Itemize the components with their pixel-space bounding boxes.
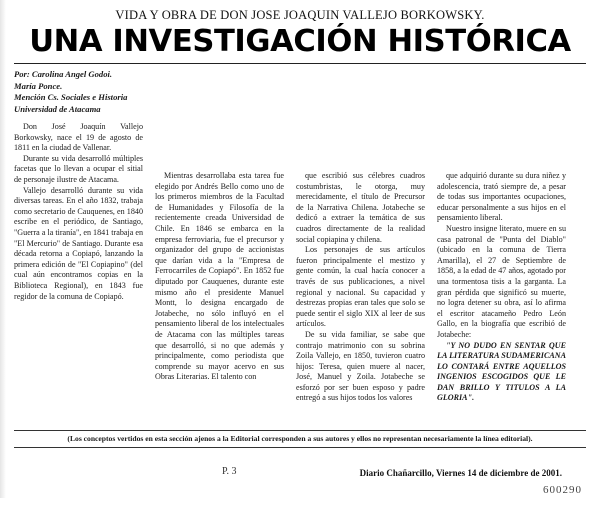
- source-citation: Diario Chañarcillo, Viernes 14 de diciembre de 2001.: [359, 468, 562, 478]
- paragraph: De su vida familiar, se sabe que contrajo matrimonio con su sobrina Zoila Vallejo, en 1850, tuvieron cuatro hijos: Teresa, quien muere al nacer, José, Manuel y Zoila. Jotabeche se esforzó por ser buen esposo y padre entregó a sus hijos todos los valores: [296, 329, 425, 403]
- column-top-spacer: [296, 122, 425, 171]
- paragraph: Durante su vida desarrolló múltiples facetas que lo llevan a ocupar el sitial de personaje ilustre de Atacama.: [14, 153, 143, 184]
- archive-number: 600290: [543, 484, 582, 496]
- column-top-spacer: [155, 122, 284, 171]
- article-column-3: [296, 122, 425, 514]
- article-column-1: [14, 122, 143, 514]
- page-number-mark: P. 3: [222, 466, 237, 477]
- byline-institution: Universidad de Atacama: [14, 103, 101, 114]
- pull-quote: "Y NO DUDO EN SENTAR QUE LA LITERATURA SUDAMERICANA LO CONTARÁ ENTRE AQUELLOS INGENIOS ESCOGIDOS QUE LE DAN BRILLO Y TITULOS A LA GLORIA".: [437, 340, 566, 403]
- byline: [14, 69, 134, 115]
- header-divider: [14, 63, 586, 64]
- page-title: UNA INVESTIGACIÓN HISTÓRICA: [29, 24, 571, 59]
- byline-affiliation: Mención Cs. Sociales e Historia: [14, 92, 128, 102]
- paragraph: Vallejo desarrolló durante su vida diversas tareas. En el año 1832, trabaja como secretario de Cauquenes, en 1840 escribe en el periódico, de Santiago, "Guerra a la tiranía", en 1841 trabaja en "El Mercurio" de Santiago. Durante esa década retorna a Copiapó, lanzando la primera edición de "El Copiapino" (del cual aún encontramos copias en la Biblioteca Regional), en 1843 fue regidor de la comuna de Copiapó.: [14, 185, 143, 301]
- byline-author: Por: Carolina Angel Godoi.: [14, 69, 113, 79]
- article-column-2: [155, 122, 284, 514]
- column-top-spacer: [437, 122, 566, 171]
- page-edge-shadow: [0, 0, 6, 498]
- article-column-4: [437, 122, 566, 514]
- editorial-disclaimer: (Los conceptos vertidos en esta sección ajenos a la Editorial corresponden a sus autores y ellos no representan necesariamente la línea editorial).: [14, 430, 586, 448]
- page-footer: [14, 466, 586, 494]
- paragraph: Los personajes de sus artículos fueron principalmente el mestizo y gente común, la cual hacía conocer a través de sus publicaciones, a nivel regional y nacional. Su capacidad y destrezas propias eran tales que solo se puede sentir el siglo XIX al leer de sus artículos.: [296, 245, 425, 329]
- paragraph: Mientras desarrollaba esta tarea fue elegido por Andrés Bello como uno de los primeros miembros de la Facultad de Humanidades y Filosofía de la recientemente creada Universidad de Chile. En 1846 se embarca en la empresa ferroviaria, fue el precursor y organizador del grupo de accionistas que darían vida a la "Empresa de Ferrocarriles de Copiapó". En 1852 fue diputado por Cauquenes, durante este mismo año el presidente Manuel Montt, lo designa encargado de Jotabeche, no sólo influyó en el pensamiento liberal de los intelectuales de Atacama con las múltiples tareas que desarrolló, si no que además y principalmente, como periodista que comprende su mayor acervo en sus Obras Literarias. El talento con: [155, 171, 284, 382]
- paragraph: Don José Joaquín Vallejo Borkowsky, nace el 19 de agosto de 1811 en la ciudad de Vallenar.: [14, 122, 143, 153]
- article-kicker: VIDA Y OBRA DE DON JOSE JOAQUIN VALLEJO BORKOWSKY.: [115, 8, 485, 22]
- byline-author-second: María Ponce.: [14, 80, 63, 91]
- paragraph: que adquirió durante su dura niñez y adolescencia, trató siempre de, a pesar de todas sus importantes ocupaciones, educar personalmente a sus hijos en el pensamiento liberal.: [437, 171, 566, 223]
- paragraph: que escribió sus célebres cuadros costumbristas, le otorga, muy merecidamente, el título de Precursor de la Narrativa Chilena. Jotabeche se dedicó a extraer la temática de sus cuadros directamente de la realidad social copiapina y chilena.: [296, 171, 425, 244]
- article-columns: [14, 122, 586, 514]
- paragraph: Nuestro insigne literato, muere en su casa patronal de "Punta del Diablo" (ubicado en la comuna de Tierra Amarilla), el 27 de Septiembre de 1858, a la edad de 47 años, agotado por una tormentosa tisis a la garganta. La gran pérdida que significó su muerte, no logra detener su obra, así lo afirma el escritor atacameño Pedro León Gallo, en la biografía que escribió de Jotabeche:: [437, 223, 566, 339]
